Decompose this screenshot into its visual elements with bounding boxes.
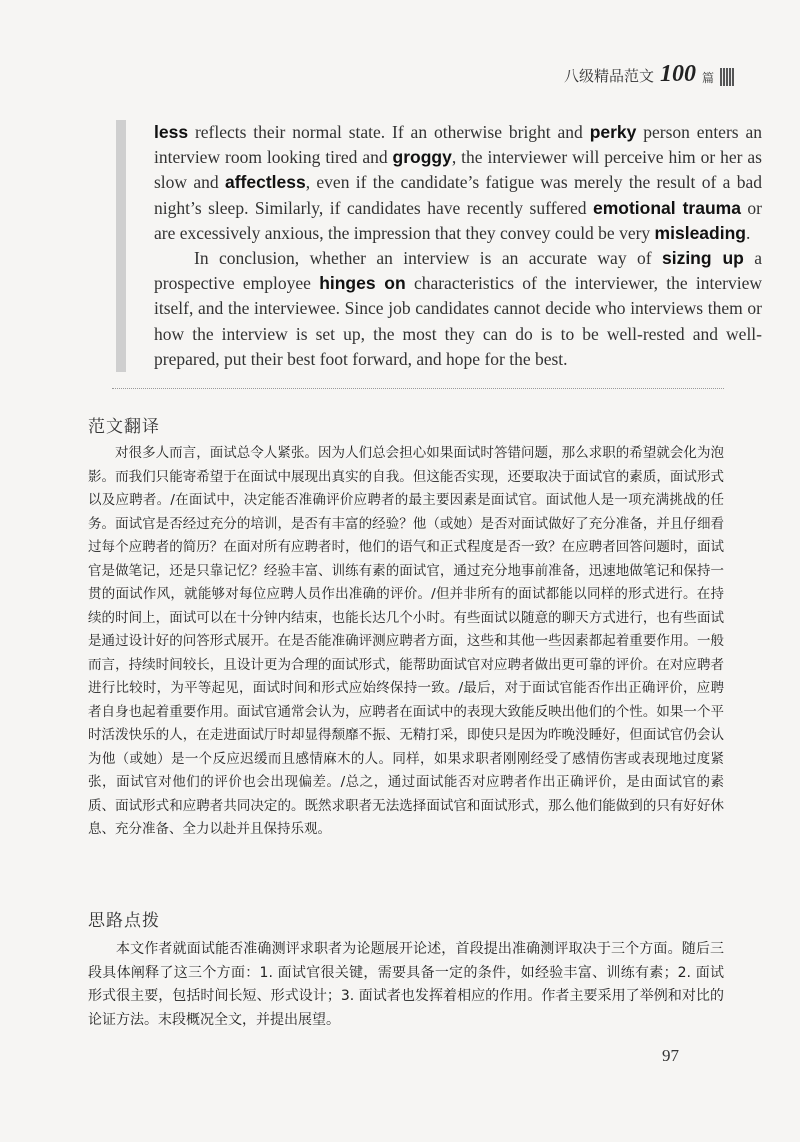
passage-paragraph-2	[154, 246, 762, 372]
tips-section	[88, 938, 724, 1032]
header-ornament-icon	[720, 68, 734, 86]
passage-text-run: a prospective employee	[154, 248, 762, 294]
tips-text: 本文作者就面试能否准确测评求职者为论题展开论述，首段提出准确测评取决于三个方面。随后三段具体阐释了这三个方面：1. 面试官很关键，需要具备一定的条件，如经验丰富、训练有素；2. 面试形式很主要，包括时间长短、形式设计；3. 面试者也发挥着相应的作用。作者主要采用了举例和对比的论证方法。末段概况全文，并提出展望。	[88, 941, 724, 1028]
vocab-term: groggy	[392, 147, 452, 168]
translation-heading: 范文翻译	[88, 417, 160, 437]
vocab-term: misleading	[654, 222, 746, 243]
passage-text-run: In conclusion, whether an interview is an accurate way of	[194, 248, 662, 269]
english-passage	[116, 120, 762, 372]
passage-text-run: , the interviewer will perceive him or her as slow and	[154, 147, 762, 193]
vocab-term: emotional trauma	[593, 197, 741, 218]
vocab-term: perky	[589, 122, 637, 142]
vocab-term: less	[154, 122, 189, 142]
translation-section	[88, 442, 724, 842]
passage-text-run: or are excessively anxious, the impression that they convey could be very	[154, 197, 762, 243]
header-brand-number: 100	[659, 61, 696, 87]
tips-heading: 思路点拨	[88, 911, 160, 931]
vocab-term: affectless	[224, 172, 306, 193]
passage-text-run: .	[745, 222, 751, 243]
section-divider	[112, 388, 724, 389]
passage-text-run: reflects their normal state. If an otherwise bright and	[188, 122, 590, 142]
vocab-term: hinges on	[319, 273, 406, 294]
translation-text: 对很多人而言，面试总令人紧张。因为人们总会担心如果面试时答错问题，那么求职的希望就会化为泡影。而我们只能寄希望于在面试中展现出真实的自我。但这能否实现，还要取决于面试官的素质，面试形式以及应聘者。/在面试中，决定能否准确评价应聘者的最主要因素是面试官。面试他人是一项充满挑战的任务。面试官是否经过充分的培训，是否有丰富的经验？他（或她）是否对面试做好了充分准备，并且仔细看过每个应聘者的简历？在面对所有应聘者时，他们的语气和正式程度是否一致？在应聘者回答问题时，面试官是做笔记，还是只靠记忆？经验丰富、训练有素的面试官，通过充分地事前准备，迅速地做笔记和保持一贯的面试作风，就能够对每位应聘人员作出准确的评价。/但并非所有的面试都能以同样的形式进行。在持续的时间上，面试可以在十分钟内结束，也能长达几个小时。有些面试以随意的聊天方式进行，也有些面试是通过设计好的问答形式展开。在是否能准确评测应聘者方面，这些和其他一些因素都起着重要作用。一般而言，持续时间较长，且设计更为合理的面试形式，能帮助面试官对应聘者做出更可靠的评价。在对应聘者进行比较时，为平等起见，面试时间和形式应始终保持一致。/最后，对于面试官能否作出正确评价，应聘者自身也起着重要作用。面试官通常会认为，应聘者在面试中的表现大致能反映出他们的个性。如果一个平时活泼快乐的人，在走进面试厅时却显得颓靡不振、无精打采，即使只是因为昨晚没睡好，但面试官仍会认为他（或她）是一个反应迟缓而且感情麻木的人。同样，如果求职者刚刚经受了感情伤害或表现地过度紧张，面试官对他们的评价也会出现偏差。/总之，通过面试能否对应聘者作出正确评价，是由面试官的素质、面试形式和应聘者共同决定的。既然求职者无法选择面试官和面试形式，那么他们能做到的只有好好休息、充分准备、全力以赴并且保持乐观。	[88, 445, 724, 837]
header-brand-word: 篇	[701, 71, 714, 85]
passage-text-run: , even if the candidate’s fatigue was merely the result of a bad night’s sleep. Similarly, if candidates have recently suffered	[154, 172, 762, 218]
passage-text-run: person enters an interview room looking tired and	[154, 122, 762, 168]
passage-text-run: characteristics of the interviewer, the interview itself, and the interviewee. Since job candidates cannot decide who interviews them or how the interview is set up, the most they can do is to be well-rested and well-prepared, put their best foot forward, and hope for the best.	[154, 273, 763, 369]
vocab-term: sizing up	[661, 248, 744, 269]
page-number: 97	[662, 1046, 679, 1065]
passage-paragraph-1	[154, 120, 762, 246]
running-header	[564, 62, 734, 86]
header-series-title: 八级精品范文	[563, 67, 654, 85]
